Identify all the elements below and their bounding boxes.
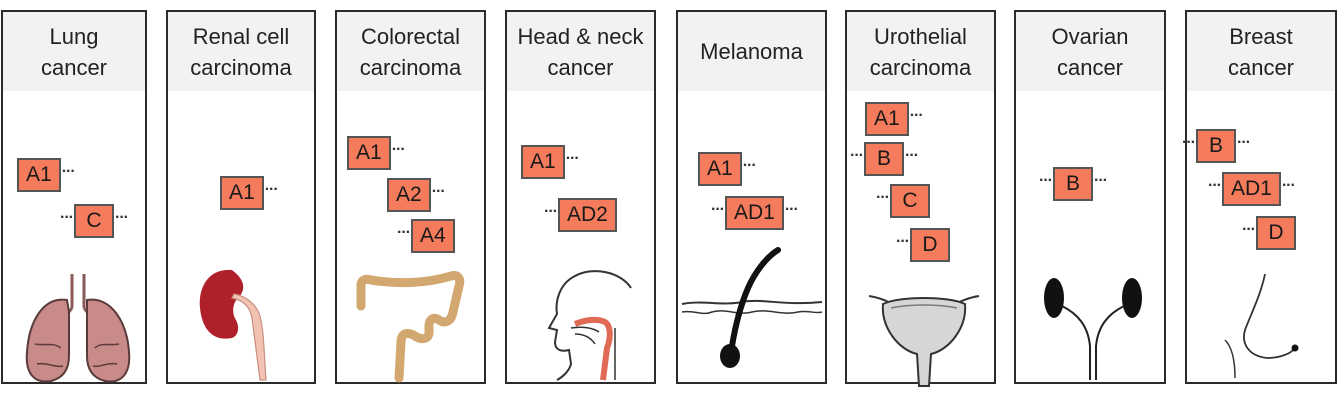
tag-row	[387, 178, 446, 212]
leader-dots: ···	[876, 189, 889, 206]
tag-row	[1241, 216, 1296, 250]
leader-dots: ···	[784, 201, 798, 218]
leader-dots: ···	[431, 183, 445, 200]
panel-breast	[1182, 10, 1337, 384]
panel-title: Breast cancer	[1227, 23, 1295, 80]
subtype-tag: C	[890, 184, 930, 218]
tag-row	[698, 152, 757, 186]
subtype-tag: AD2	[558, 198, 617, 232]
panel-lung	[1, 10, 147, 384]
panel-title: Melanoma	[700, 39, 803, 64]
panel-melanoma	[676, 10, 827, 384]
panel-header	[678, 12, 825, 91]
panel-header	[337, 12, 484, 91]
tag-row	[347, 136, 406, 170]
subtype-tag: B	[864, 142, 904, 176]
subtype-tag: A2	[387, 178, 431, 212]
tag-row	[521, 145, 580, 179]
subtype-tag: A4	[411, 219, 455, 253]
lungs-icon	[23, 274, 133, 394]
head-profile-icon	[531, 268, 641, 388]
subtype-tag: A1	[521, 145, 565, 179]
panel-header	[507, 12, 654, 91]
panel-title: Colorectal carcinoma	[359, 23, 462, 80]
tag-row	[1207, 172, 1296, 206]
leader-dots: ···	[565, 150, 579, 167]
subtype-tag: C	[74, 204, 114, 238]
panel-header	[168, 12, 314, 91]
subtype-tag: AD1	[725, 196, 784, 230]
tag-row	[895, 228, 950, 262]
leader-dots: ···	[1093, 172, 1107, 189]
subtype-tag: A1	[865, 102, 909, 136]
tag-row	[220, 176, 279, 210]
tag-row	[59, 204, 129, 238]
leader-dots: ···	[391, 141, 405, 158]
subtype-tag: B	[1196, 129, 1236, 163]
leader-dots: ···	[544, 203, 557, 220]
tag-row	[875, 184, 930, 218]
tag-row	[396, 219, 455, 253]
leader-dots: ···	[850, 147, 863, 164]
tag-row	[17, 158, 76, 192]
panel-renal	[166, 10, 316, 384]
leader-dots: ···	[61, 163, 75, 180]
tag-row	[1181, 129, 1251, 163]
panel-head-neck	[505, 10, 656, 384]
leader-dots: ···	[896, 233, 909, 250]
leader-dots: ···	[264, 181, 278, 198]
kidney-icon	[198, 268, 288, 388]
panel-ovarian	[1014, 10, 1166, 384]
tag-row	[543, 198, 617, 232]
panel-title: Head & neck cancer	[517, 23, 644, 80]
bladder-icon	[869, 274, 979, 394]
panel-title: Urothelial carcinoma	[869, 23, 972, 80]
panel-header	[847, 12, 994, 91]
subtype-tag: A1	[347, 136, 391, 170]
leader-dots: ···	[60, 209, 73, 226]
subtype-tag: B	[1053, 167, 1093, 201]
leader-dots: ···	[397, 224, 410, 241]
subtype-tag: A1	[698, 152, 742, 186]
leader-dots: ···	[1281, 177, 1295, 194]
leader-dots: ···	[1236, 134, 1250, 151]
subtype-tag: A1	[220, 176, 264, 210]
tag-row	[710, 196, 799, 230]
leader-dots: ···	[904, 147, 918, 164]
tag-row	[1038, 167, 1108, 201]
panel-title: Lung cancer	[40, 23, 108, 80]
panel-header	[1016, 12, 1164, 91]
subtype-tag: AD1	[1222, 172, 1281, 206]
leader-dots: ···	[711, 201, 724, 218]
panel-title: Renal cell carcinoma	[190, 23, 292, 80]
panel-header	[3, 12, 145, 91]
subtype-tag: D	[910, 228, 950, 262]
tag-row	[865, 102, 924, 136]
leader-dots: ···	[1208, 177, 1221, 194]
colon-icon	[355, 266, 467, 391]
tag-row	[849, 142, 919, 176]
skin-hair-icon	[682, 250, 822, 375]
leader-dots: ···	[114, 209, 128, 226]
leader-dots: ···	[1182, 134, 1195, 151]
leader-dots: ···	[742, 157, 756, 174]
leader-dots: ···	[909, 107, 923, 124]
leader-dots: ···	[1242, 221, 1255, 238]
subtype-tag: A1	[17, 158, 61, 192]
panel-urothelial	[845, 10, 996, 384]
breast-icon	[1205, 274, 1315, 399]
ovaries-icon	[1038, 272, 1148, 387]
panel-header	[1187, 12, 1335, 91]
subtype-tag: D	[1256, 216, 1296, 250]
leader-dots: ···	[1039, 172, 1052, 189]
panel-colorectal	[335, 10, 486, 384]
panel-title: Ovarian cancer	[1051, 23, 1129, 80]
